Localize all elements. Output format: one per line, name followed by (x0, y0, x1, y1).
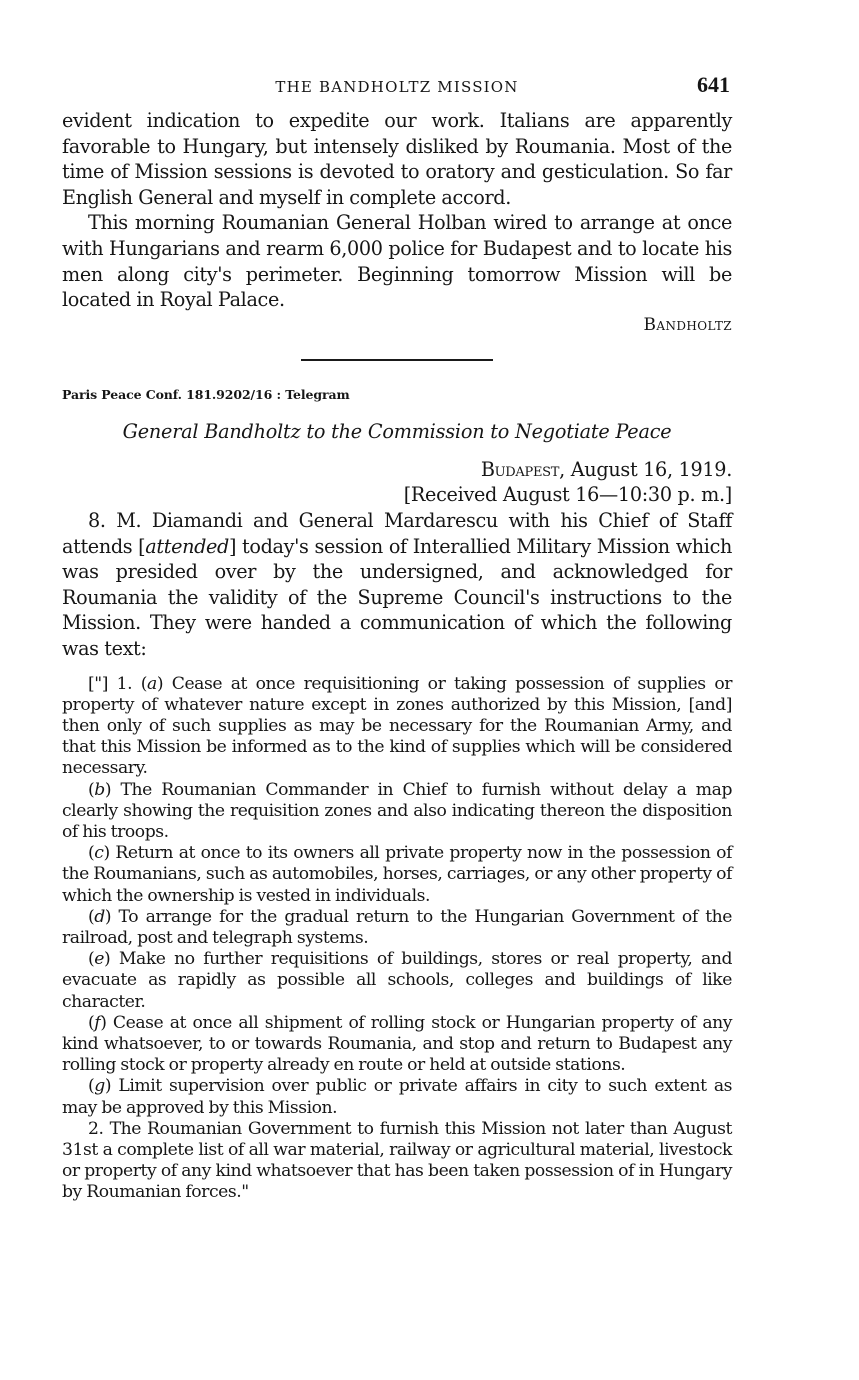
subitem-g-text: ) Limit supervision over public or private affairs in city to such extent as may be approved by this Mission. (62, 1076, 732, 1118)
intro-paragraph (62, 508, 732, 662)
subitem-d-text: ) To arrange for the gradual return to the Hungarian Government of the railroad, post and telegraph systems. (62, 906, 732, 948)
subitem-e: (e) Make no further requisitions of buildings, stores or real property, and evacuate as rapidly as possible all schools, colleges and buildings of like character. (62, 949, 732, 1012)
subitem-g-letter: g (94, 1076, 105, 1097)
book-page (62, 72, 732, 1204)
received-note: [Received August 16—10:30 p. m.] (403, 483, 732, 507)
subitem-e-text: ) Make no further requisitions of buildings, stores or real property, and evacuate as rapidly as possible all schools, colleges and buildings of like character. (62, 949, 732, 1012)
subitem-g: (g) Limit supervision over public or private affairs in city to such extent as may be approved by this Mission. (62, 1076, 732, 1118)
page-number: 641 (697, 72, 730, 97)
subitem-c-text: ) Return at once to its owners all private property now in the possession of the Roumanians, such as automobiles, horses, carriages, or any other property of which the ownership is vested in individuals. (62, 843, 732, 906)
item-2: 2. The Roumanian Government to furnish this Mission not later than August 31st a complete list of all war material, railway or agricultural material, livestock or property of any kind whatsoever that has been taken possession of in Hungary by Roumanian forces." (62, 1118, 732, 1203)
subitem-d: (d) To arrange for the gradual return to the Hungarian Government of the railroad, post and telegraph systems. (62, 906, 732, 948)
subitem-e-letter: e (94, 949, 104, 970)
subitem-b: (b) The Roumanian Commander in Chief to furnish without delay a map clearly showing the requisition zones and also indicating thereon the disposition of his troops. (62, 779, 732, 842)
holban-paragraph: This morning Roumanian General Holban wired to arrange at once with Hungarians and rearm 6,000 police for Budapest and to locate his men along city's perimeter. Beginning tomorrow Mission will be located in Royal Palace. (62, 211, 732, 312)
running-header (62, 72, 732, 108)
subitem-c: (c) Return at once to its owners all private property now in the possession of the Roumanians, such as automobiles, horses, carriages, or any other property of which the ownership is vested in individuals. (62, 843, 732, 906)
item-1-text: ) Cease at once requisitioning or taking possession of supplies or property of whatever nature except in zones authorized by this Mission, [and] then only of such supplies as may be necessary for the Roumanian Army, and that this Mission be informed as to the kind of supplies which will be considered necessary. (62, 673, 732, 779)
section-divider (301, 359, 493, 361)
intro-part-2: ] today's session of Interallied Military Mission which was presided over by the undersigned, and acknowledged for Roumania the validity of the Supreme Council's instructions to the Mission. They were handed a communication of which the following was text: (62, 534, 732, 660)
subitem-b-letter: b (94, 779, 105, 800)
dateline-place-date (62, 457, 732, 483)
dateline-place: Budapest, (480, 457, 565, 481)
item-1-prefix: ["] 1. ( (88, 673, 148, 694)
subitem-f-letter: f (94, 1012, 101, 1033)
communication-block (62, 674, 732, 1204)
intro-emendation: attended (145, 534, 229, 558)
file-reference: Paris Peace Conf. 181.9202/16 : Telegram (62, 386, 350, 402)
item-1-letter: a (147, 673, 157, 694)
signature: Bandholtz (643, 314, 732, 335)
subitem-d-letter: d (94, 906, 105, 927)
document-title: General Bandholtz to the Commission to Negotiate Peace (122, 419, 672, 443)
running-title: THE BANDHOLTZ MISSION (275, 78, 519, 96)
subitem-f: (f) Cease at once all shipment of rolling stock or Hungarian property of any kind whatsoever, to or towards Roumania, and stop and return to Budapest any rolling stock or property already en route or held at outside stations. (62, 1012, 732, 1076)
continuation-paragraph: evident indication to expedite our work. Italians are apparently favorable to Hungary, but intensely disliked by Roumania. Most of the time of Mission sessions is devoted to oratory and gesticulation. So far English General and myself in complete accord. (62, 109, 732, 209)
subitem-f-text: ) Cease at once all shipment of rolling stock or Hungarian property of any kind whatsoever, to or towards Roumania, and stop and return to Budapest any rolling stock or property already en route or held at outside stations. (62, 1012, 732, 1076)
item-1 (62, 674, 732, 780)
dateline-date: August 16, 1919. (564, 457, 732, 481)
dateline (62, 457, 732, 508)
intro-part-1: 8. M. Diamandi and General Mardarescu with his Chief of Staff attends [ (62, 508, 732, 558)
subitem-b-text: ) The Roumanian Commander in Chief to furnish without delay a map clearly showing the requisition zones and also indicating thereon the disposition of his troops. (62, 779, 732, 842)
subitem-c-letter: c (94, 843, 104, 864)
